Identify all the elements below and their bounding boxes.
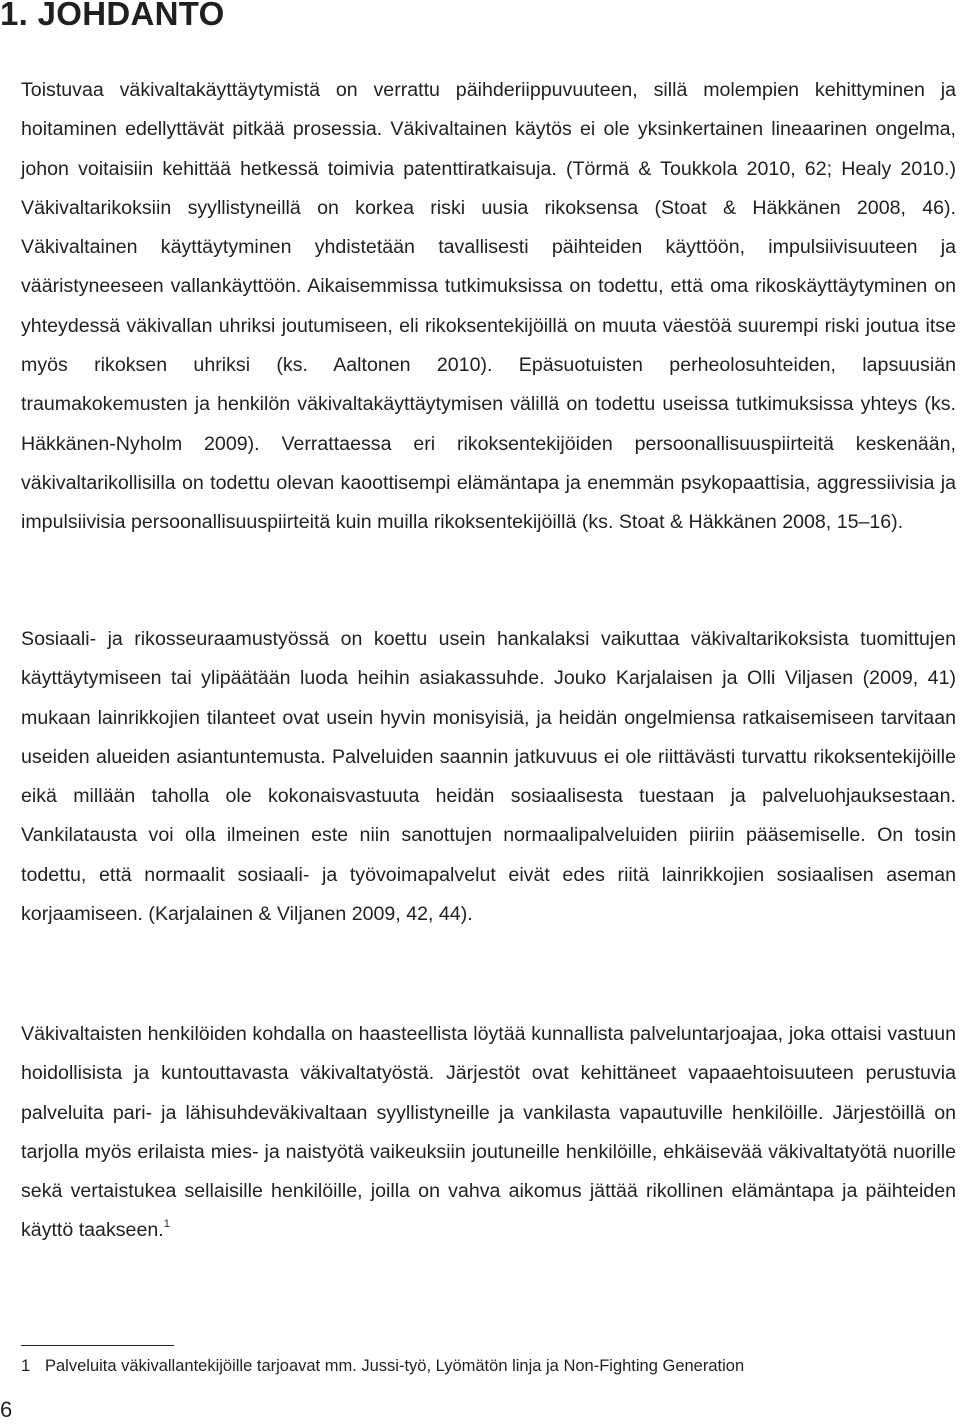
footnote-text: Palveluita väkivallantekijöille tarjoavat mm. Jussi-työ, Lyömätön linja ja Non-Fighting Generation (45, 1357, 745, 1375)
paragraph-3 (21, 1015, 956, 1251)
paragraph-2: Sosiaali- ja rikosseuraamustyössä on koettu usein hankalaksi vaikuttaa väkivaltarikoksista tuomittujen käyttäytymiseen tai ylipäätään luoda heihin asiakassuhde. Jouko Karjalaisen ja Olli Viljasen (2009, 41) mukaan lainrikkojien tilanteet ovat usein hyvin monisyisiä, ja heidän ongelmiensa ratkaisemiseen tarvitaan useiden alueiden asiantuntemusta. Palveluiden saannin jatkuvuus ei ole riittävästi turvattu rikoksentekijöille eikä millään taholla ole kokonaisvastuuta heidän sosiaalisesta tuestaan ja palveluohjauksestaan. Vankilatausta voi olla ilmeinen este niin sanottujen normaalipalveluiden piiriin pääsemiselle. On tosin todettu, että normaalit sosiaali- ja työvoimapalvelut eivät edes riitä lainrikkojien sosiaalisen aseman korjaamiseen. (Karjalainen & Viljanen 2009, 42, 44). (21, 628, 956, 926)
footnote-reference[interactable]: 1 (163, 1218, 170, 1231)
footnote-number: 1 (21, 1357, 31, 1375)
paragraph-3-text: Väkivaltaisten henkilöiden kohdalla on haasteellista löytää kunnallista palveluntarjoajaa, joka ottaisi vastuun hoidollisista ja kuntouttavasta väkivaltatyöstä. Järjestöt ovat kehittäneet vapaaehtoisuuteen perustuvia palveluita pari- ja lähisuhdeväkivaltaan syyllistyneille ja vankilasta vapautuville henkilöille. Järjestöillä on tarjolla myös erilaista mies- ja naistyötä vaikeuksiin joutuneille henkilöille, ehkäisevää väkivaltatyötä nuorille sekä vertaistukea sellaisille henkilöille, joilla on vahva aikomus jättää rikollinen elämäntapa ja päihteiden käyttö taakseen. (21, 1023, 956, 1242)
footnote (21, 1355, 744, 1377)
paragraph-1: Toistuvaa väkivaltakäyttäytymistä on verrattu päihderiippuvuuteen, sillä molempien kehittyminen ja hoitaminen edellyttävät pitkää prosessia. Väkivaltainen käytös ei ole yksinkertainen lineaarinen ongelma, johon voitaisiin kehittää hetkessä toimivia patenttiratkaisuja. (Törmä & Toukkola 2010, 62; Healy 2010.) Väkivaltarikoksiin syyllistyneillä on korkea riski uusia rikoksensa (Stoat & Häkkänen 2008, 46). Väkivaltainen käyttäytyminen yhdistetään tavallisesti päihteiden käyttöön, impulsiivisuuteen ja vääristyneeseen vallankäyttöön. Aikaisemmissa tutkimuksissa on todettu, että oma rikoskäyttäytyminen on yhteydessä väkivallan uhriksi joutumiseen, eli rikoksentekijöillä on muuta väestöä suurempi riski joutua itse myös rikoksen uhriksi (ks. Aaltonen 2010). Epäsuotuisten perheolosuhteiden, lapsuusiän traumakokemusten ja henkilön väkivaltakäyttäytymisen välillä on todettu useissa tutkimuksissa yhteys (ks. Häkkänen-Nyholm 2009). Verrattaessa eri rikoksentekijöiden persoonallisuuspiirteitä keskenään, väkivaltarikollisilla on todettu olevan kaoottisempi elämäntapa ja enemmän psykopaattisia, aggressiivisia ja impulsiivisia persoonallisuuspiirteitä kuin muilla rikoksentekijöillä (ks. Stoat & Häkkänen 2008, 15–16). (21, 79, 956, 534)
chapter-heading: 1. JOHDANTO (0, 0, 225, 32)
page-number: 6 (0, 1397, 13, 1422)
footnote-divider (21, 1345, 174, 1346)
